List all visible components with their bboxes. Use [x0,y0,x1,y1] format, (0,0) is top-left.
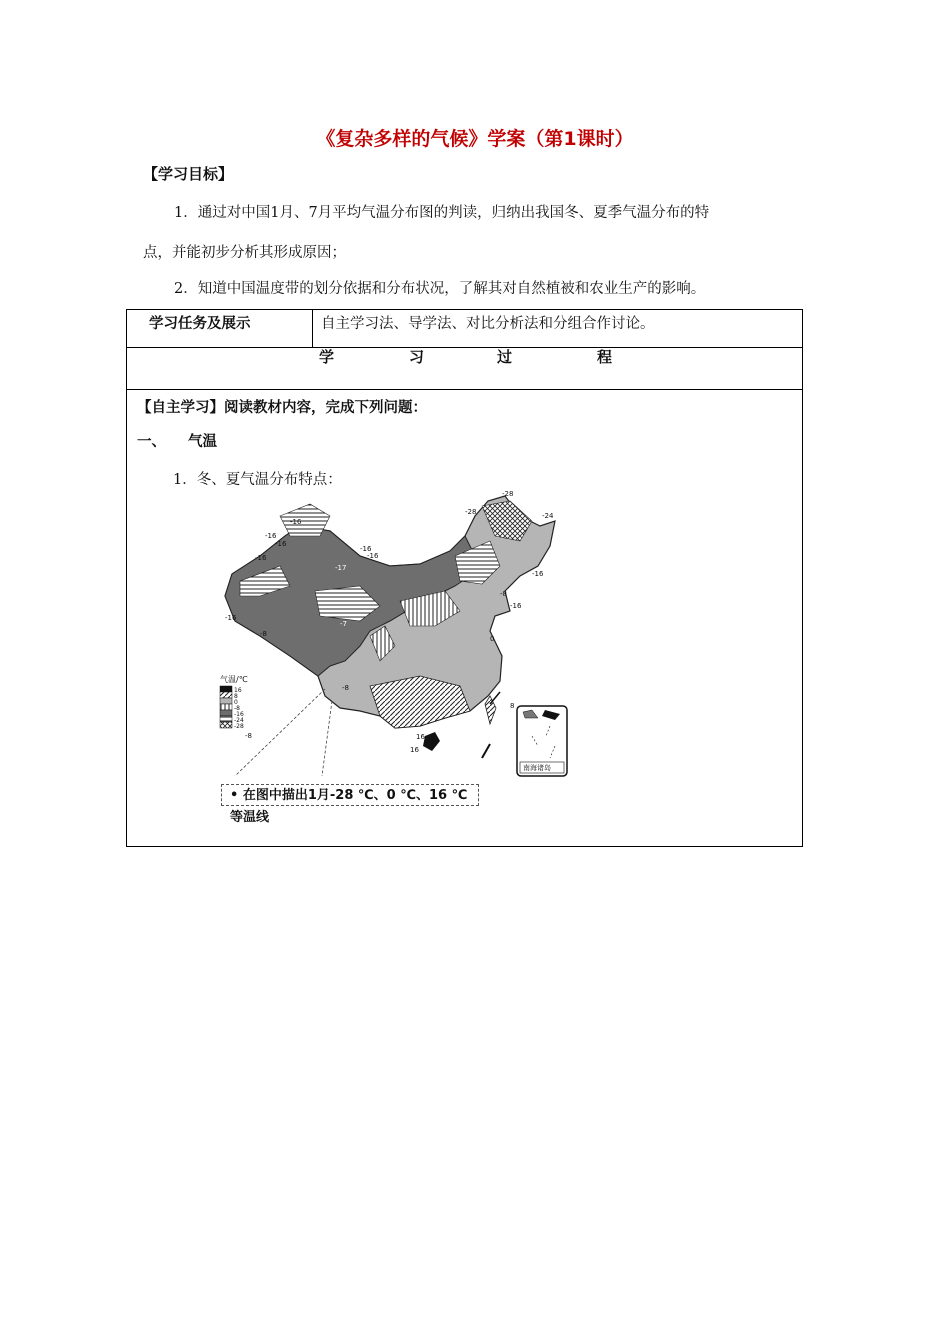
objective-1-line-1: 1．通过对中国1月、7月平均气温分布图的判读，归纳出我国冬、夏季气温分布的特 [174,205,710,221]
label-2: -28 [465,508,477,516]
label-21: -17 [335,564,347,572]
hainan-island [423,732,440,751]
legend-value-7: -28 [234,723,244,730]
map-task-caption: • 在图中描出1月-28 ℃、0 ℃、16 ℃等温线 [221,784,479,806]
content-row [127,390,803,847]
label-4: -16 [290,518,302,526]
label-14: -8 [342,684,349,692]
label-12: -8 [500,590,507,598]
study-table [126,309,803,847]
label-1: -28 [502,490,514,498]
legend-value-6: -24 [234,717,244,724]
south-china-sea-inset [517,706,567,776]
process-char-4: 程 [597,348,613,366]
methods-cell: 自主学习法、导学法、对比分析法和分组合作讨论。 [313,310,803,348]
process-heading [127,348,802,389]
legend-value-4: -8 [234,705,240,712]
legend-value-1: 16 [234,687,242,694]
legend-value-5: -16 [234,711,244,718]
process-header-row [127,348,803,390]
self-study-instruction: 【自主学习】阅读教材内容，完成下列问题： [137,400,427,416]
map-legend [220,674,248,730]
label-20: -16 [367,552,379,560]
label-9: -16 [532,570,544,578]
taiwan-island [485,696,496,724]
label-7: -16 [255,554,267,562]
section-temperature [137,430,217,451]
process-char-2: 习 [409,348,425,366]
label-8: -16 [225,614,237,622]
process-char-3: 过 [497,348,513,366]
section-title: 气温 [188,434,217,450]
zone-band-2 [280,504,330,536]
coast-mark-1 [482,744,490,758]
section-number: 一、 [137,434,166,450]
objectives-heading: 【学习目标】 [143,165,234,183]
label-18: 16 [416,733,425,741]
document-title: 《复杂多样的气候》学案（第1课时） [316,128,634,150]
label-16: 0 [490,635,495,643]
legend-title: 气温/℃ [220,675,248,684]
january-temperature-map [220,490,580,776]
label-15: -8 [245,732,252,740]
inset-label: 南海诸岛 [523,764,551,772]
label-13: -8 [260,630,267,638]
legend-value-3: 0 [234,699,238,706]
question-1: 1．冬、夏气温分布特点： [173,472,342,488]
objective-1-line-2: 点，并能初步分析其形成原因； [143,245,346,261]
leader-line-2 [322,701,332,776]
label-22: -7 [340,620,347,628]
legend-value-2: 8 [234,693,238,700]
label-19: 16 [410,746,419,754]
label-10: -16 [510,602,522,610]
content-area [127,390,802,846]
label-11: -16 [360,545,372,553]
label-3: -24 [542,512,554,520]
coast-mark-2 [490,692,500,704]
process-char-1: 学 [319,348,335,366]
task-label-cell: 学习任务及展示 [127,310,313,348]
label-17: 8 [510,702,515,710]
objective-2: 2．知道中国温度带的划分依据和分布状况，了解其对自然植被和农业生产的影响。 [174,281,706,297]
label-6: -16 [275,540,287,548]
label-5: -16 [265,532,277,540]
